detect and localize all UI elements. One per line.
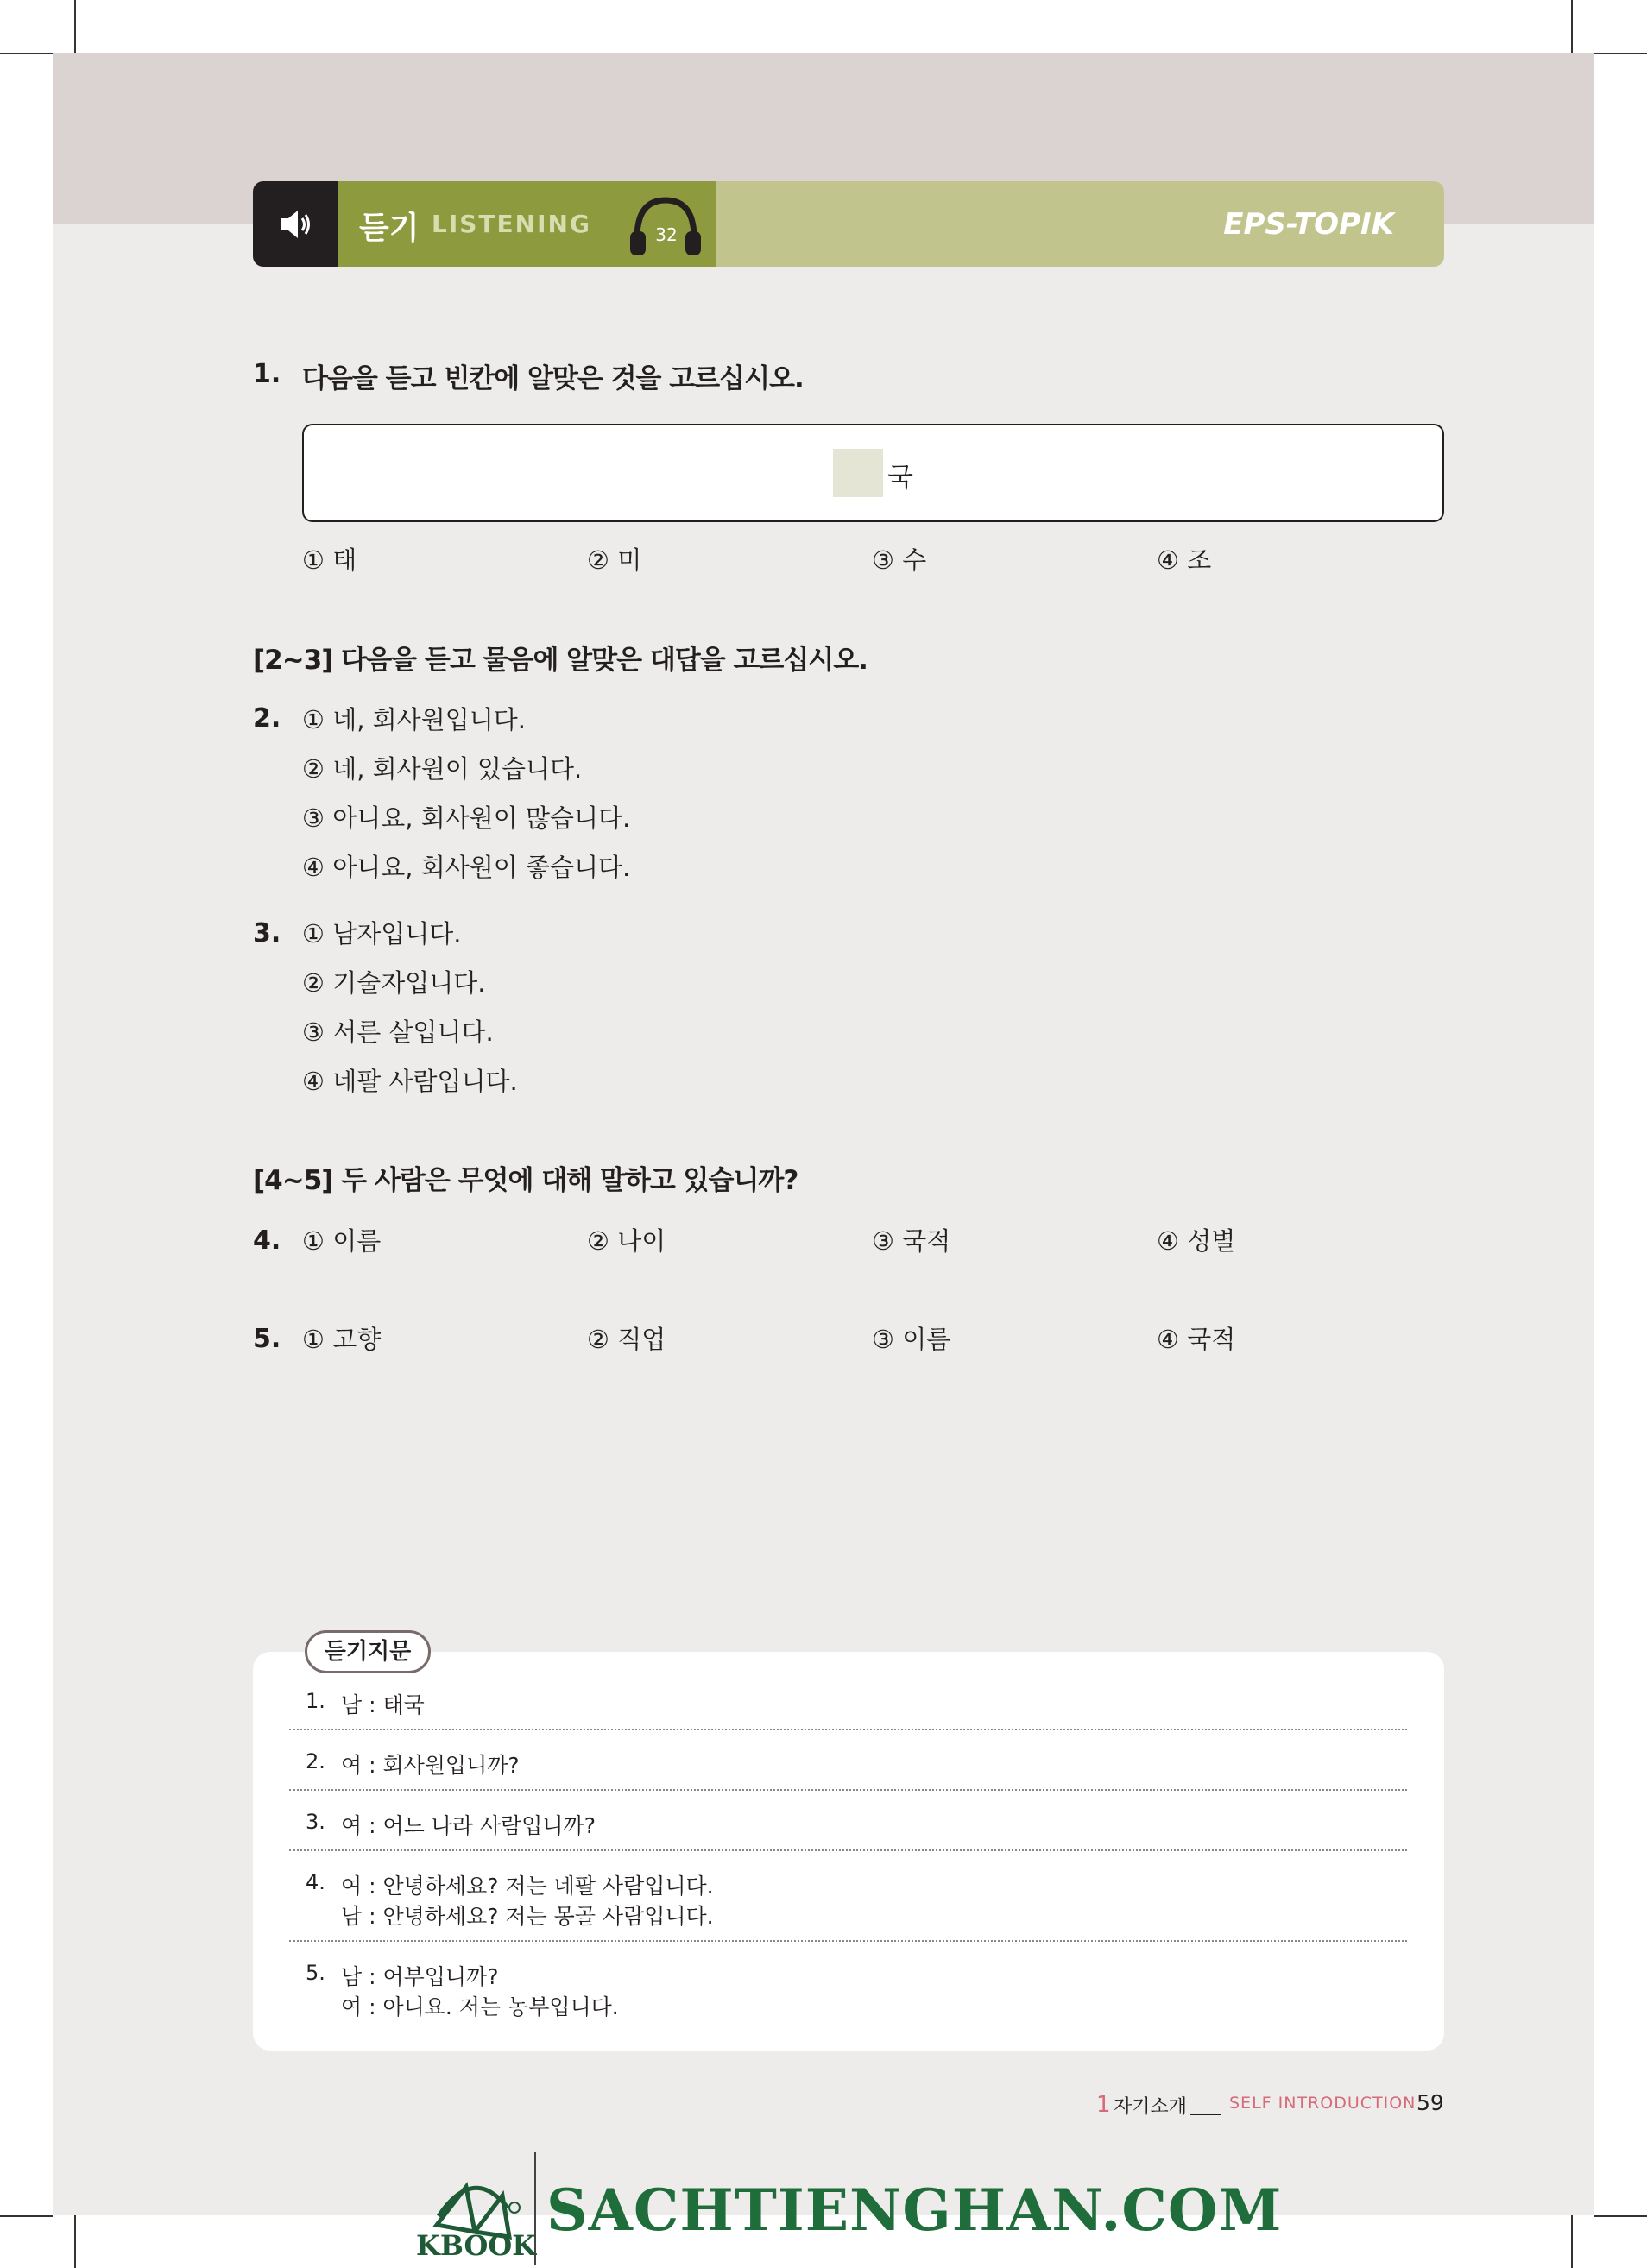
transcript-line: 여 : 회사원입니까? [341,1753,520,1778]
question-number: 3. [253,918,281,948]
transcript-line: 여 : 어느 나라 사람입니까? [341,1813,596,1838]
chapter-title-en: SELF INTRODUCTION [1229,2094,1417,2113]
transcript-tab: 듣기지문 [305,1630,431,1673]
option-2[interactable]: ② 기술자입니다. [302,968,486,998]
option-2[interactable]: ② 나이 [587,1226,666,1256]
divider [289,1940,1407,1942]
transcript-line: 남 : 어부입니까? [341,1964,499,1989]
crop-mark [1594,2215,1647,2217]
crop-mark [1571,0,1573,53]
question-instruction: 다음을 듣고 빈칸에 알맞은 것을 고르십시오. [302,363,804,394]
section-instruction: [4~5] 두 사람은 무엇에 대해 말하고 있습니까? [253,1165,798,1196]
option-4[interactable]: ④ 국적 [1157,1325,1236,1354]
divider [289,1789,1407,1791]
crop-mark [74,2215,76,2268]
transcript-number: 3. [306,1810,325,1834]
section-subtitle: LISTENING [432,210,591,238]
option-3[interactable]: ③ 서른 살입니다. [302,1017,494,1047]
audio-tab[interactable] [253,181,339,267]
track-number: 32 [655,224,678,245]
watermark-divider [534,2152,536,2265]
crop-mark [1571,2215,1573,2268]
transcript-line: 여 : 안녕하세요? 저는 네팔 사람입니다. [341,1874,714,1899]
transcript-number: 2. [306,1749,325,1773]
blank-slot [833,449,883,497]
option-4[interactable]: ④ 아니요, 회사원이 좋습니다. [302,853,631,882]
option-1[interactable]: ① 이름 [302,1226,382,1256]
crop-mark [0,2215,53,2217]
footer-divider [1190,2114,1221,2115]
option-4[interactable]: ④ 네팔 사람입니다. [302,1067,518,1096]
question-number: 2. [253,703,281,734]
transcript-number: 1. [306,1689,325,1713]
kbook-logo-text: KBOOK [416,2229,537,2262]
question-number: 1. [253,359,281,389]
option-3[interactable]: ③ 아니요, 회사원이 많습니다. [302,803,631,833]
transcript-number: 4. [306,1870,325,1894]
question-number: 5. [253,1324,281,1354]
crop-mark [74,0,76,53]
speaker-icon [277,205,315,243]
chapter-number: 1 [1096,2092,1111,2118]
question-number: 4. [253,1225,281,1256]
option-3[interactable]: ③ 수 [872,545,927,575]
option-1[interactable]: ① 남자입니다. [302,919,462,948]
transcript-line: 여 : 아니요. 저는 농부입니다. [341,1994,619,2019]
option-4[interactable]: ④ 조 [1157,545,1212,575]
crop-mark [0,53,53,54]
box-character: 국 [887,463,913,494]
option-2[interactable]: ② 직업 [587,1325,666,1354]
brand-logo: EPS-TOPIK [1223,207,1394,242]
option-1[interactable]: ① 네, 회사원입니다. [302,705,526,734]
option-1[interactable]: ① 태 [302,545,357,575]
option-4[interactable]: ④ 성별 [1157,1226,1236,1256]
crop-mark [1594,53,1647,54]
section-instruction: [2~3] 다음을 듣고 물음에 알맞은 대답을 고르십시오. [253,645,868,676]
chapter-title: 자기소개 [1114,2096,1188,2118]
section-title: 듣기 [359,211,420,246]
option-2[interactable]: ② 네, 회사원이 있습니다. [302,754,583,784]
page-number: 59 [1417,2090,1444,2115]
transcript-number: 5. [306,1961,325,1985]
option-2[interactable]: ② 미 [587,545,642,575]
transcript-line: 남 : 태국 [341,1692,425,1717]
option-3[interactable]: ③ 이름 [872,1325,951,1354]
option-1[interactable]: ① 고향 [302,1325,382,1354]
option-3[interactable]: ③ 국적 [872,1226,951,1256]
divider [289,1849,1407,1851]
divider [289,1729,1407,1730]
watermark-site: SACHTIENGHAN.COM [546,2177,1283,2244]
transcript-line: 남 : 안녕하세요? 저는 몽골 사람입니다. [341,1904,714,1929]
